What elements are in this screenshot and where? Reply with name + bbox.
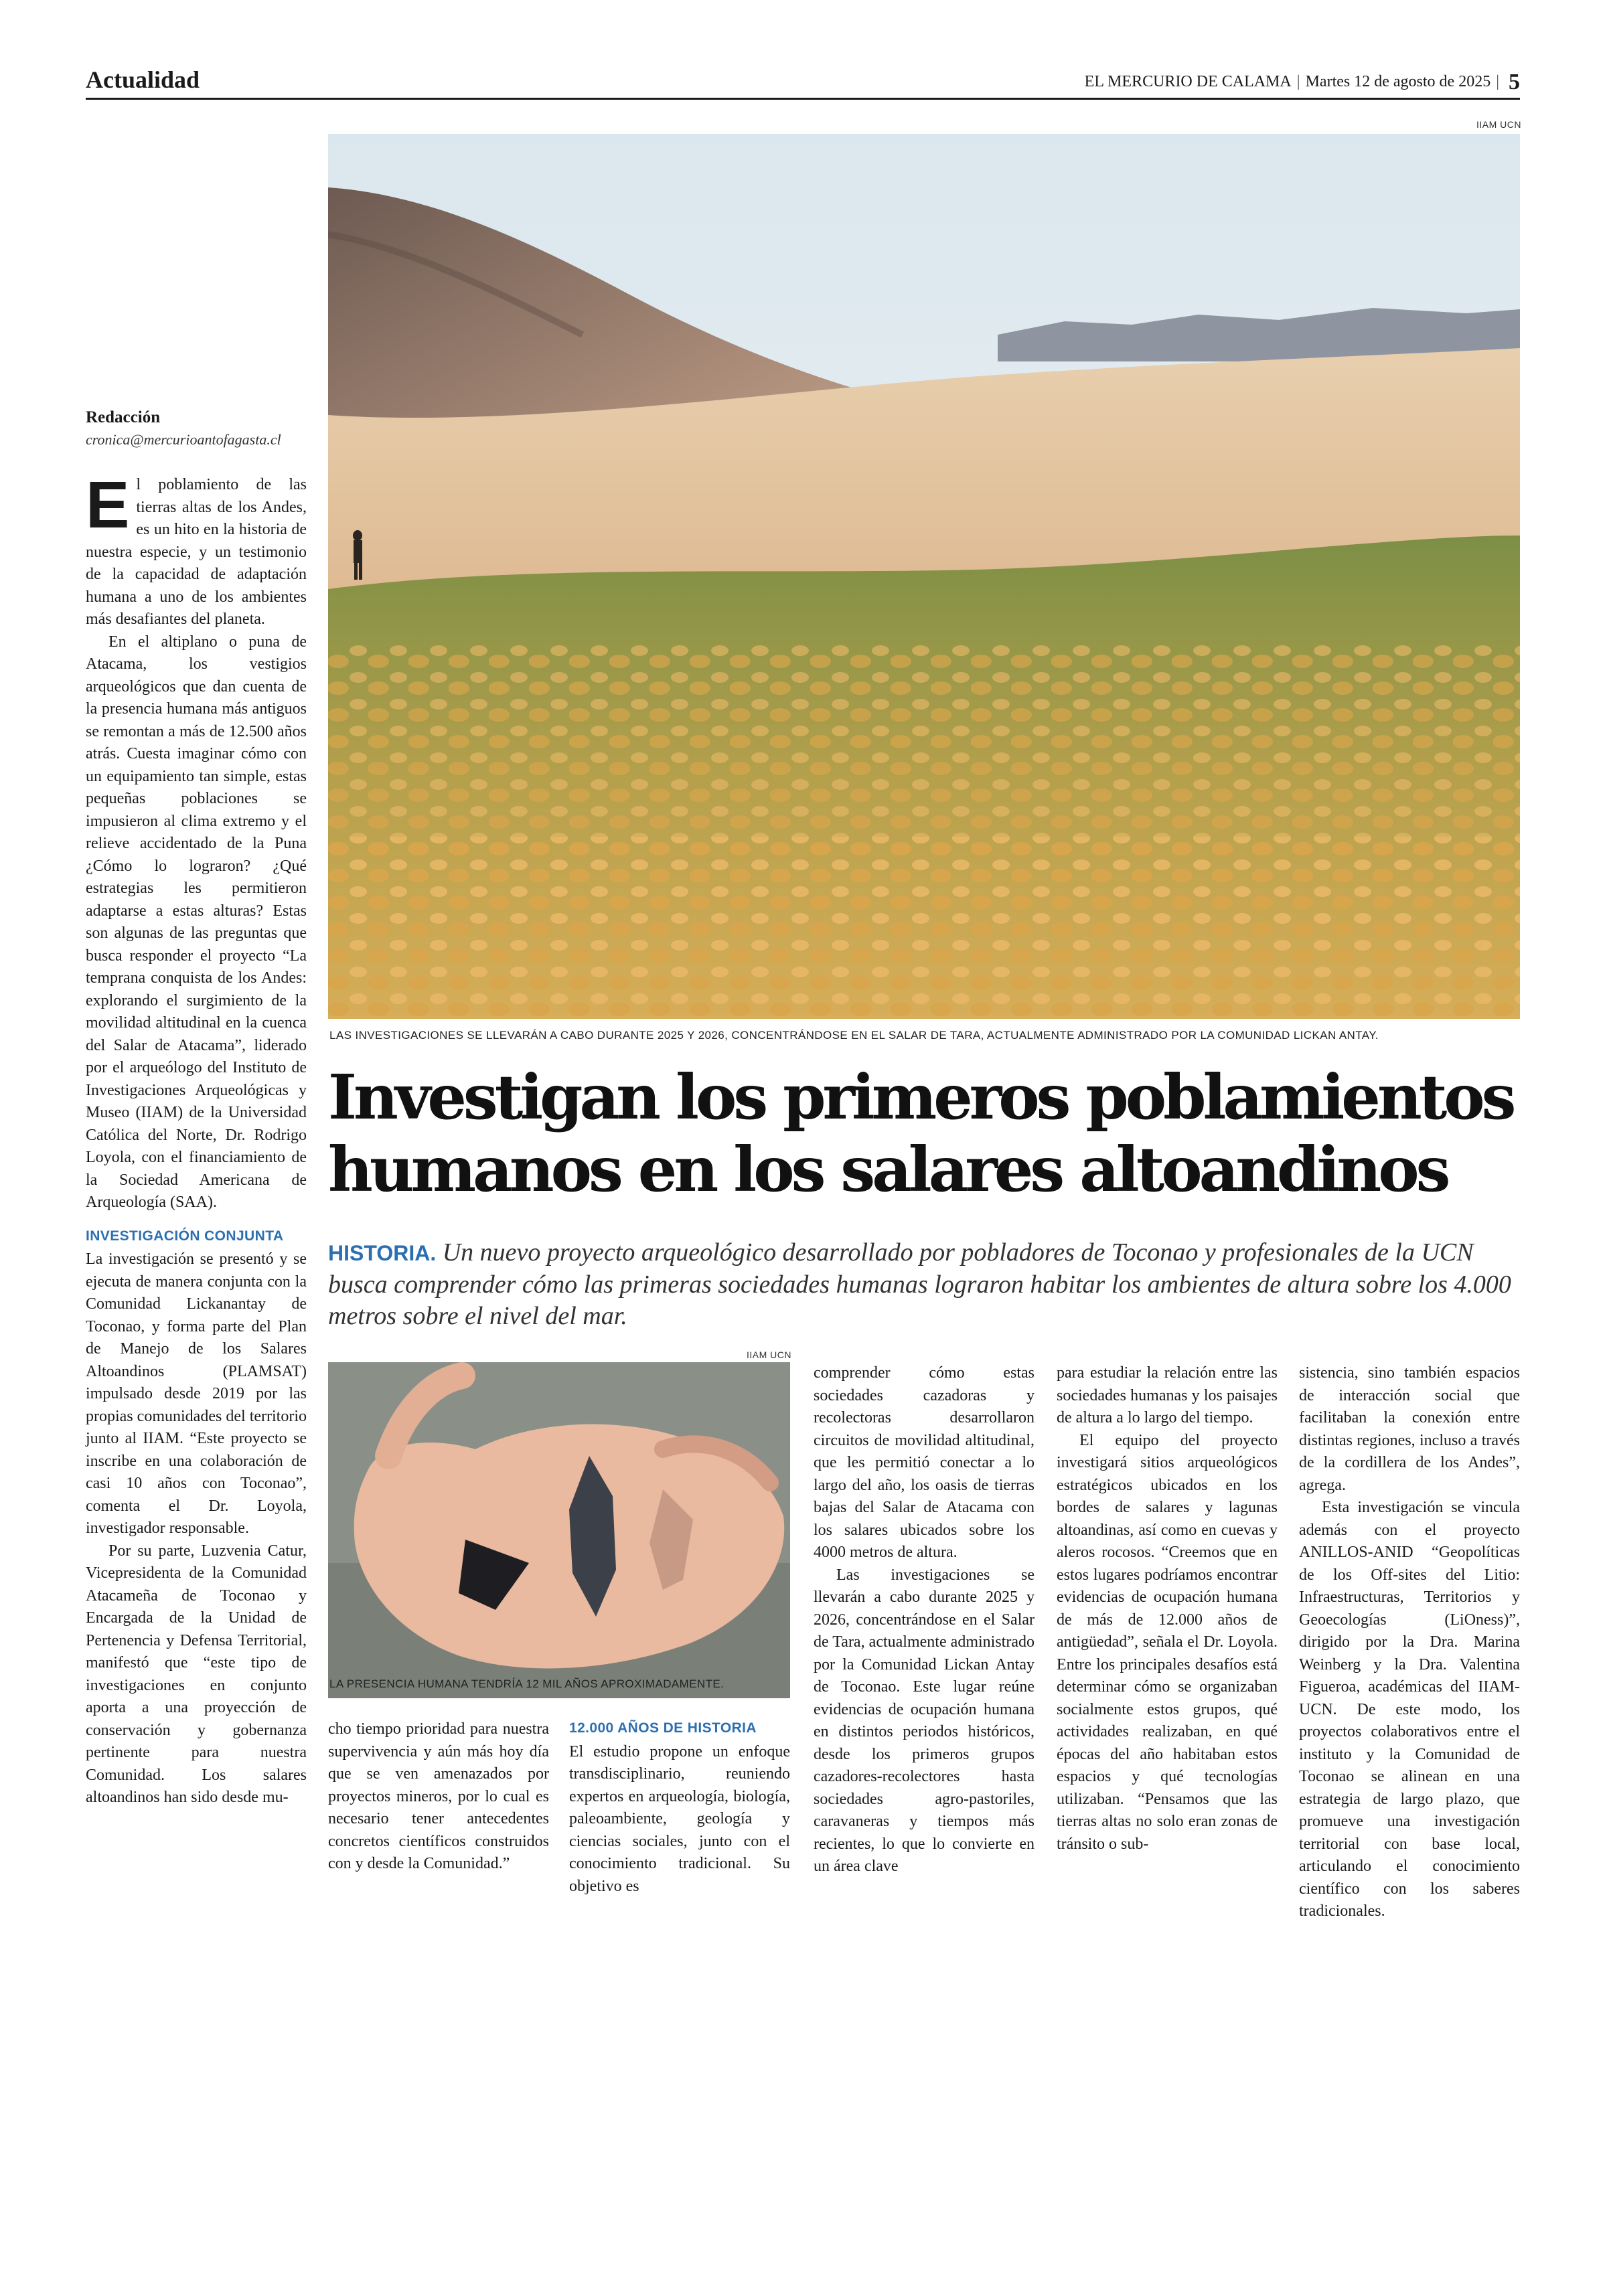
article-column-1 xyxy=(86,468,307,1913)
headline xyxy=(328,1061,1527,1206)
page-number: 5 xyxy=(1509,70,1520,94)
article-paragraph: El estudio propone un enfoque transdisciplinario, reuniendo expertos en arqueología, biología, paleoambiente, geología y ciencias sociales, junto con el conocimiento tradicional. Su objetivo es xyxy=(569,1742,790,1895)
article-paragraph: para estudiar la relación entre las sociedades humanas y los paisajes de altura a lo largo del tiempo. xyxy=(1057,1364,1278,1426)
byline xyxy=(86,408,313,448)
deck-text: Un nuevo proyecto arqueológico desarrollado por pobladores de Toconao y profesionales de la UCN busca comprender cómo las primeras sociedades humanas lograron habitar los ambientes de altura sobre los 4.000 metros sobre el nivel del mar. xyxy=(328,1238,1511,1330)
dropcap: E xyxy=(86,468,130,542)
small-photo-caption: LA PRESENCIA HUMANA TENDRÍA 12 MIL AÑOS APROXIMADAMENTE. xyxy=(329,1677,724,1690)
section-name: Actualidad xyxy=(86,66,200,93)
headline-line-2: humanos en los salares altoandinos xyxy=(328,1133,1448,1206)
article-paragraph: La investigación se presentó y se ejecuta de manera conjunta con la Comunidad Lickanantay de Toconao, y forma parte del Plan de Manejo de los Salares Altoandinos (PLAMSAT) impulsado desde 2019 por las propias comunidades del territorio junto al IIAM. “Este proyecto se inscribe en una colaboración de casi 10 años con Toconao”, comenta el Dr. Loyola, investigador responsable. xyxy=(86,1250,307,1537)
article-column-4 xyxy=(814,1362,1035,1951)
article-column-5 xyxy=(1057,1362,1278,1951)
page-header xyxy=(86,64,1520,100)
article-paragraph: El equipo del proyecto investigará sitios arqueológicos estratégicos ubicados en los bordes de salares y lagunas altoandinas, así como en cuevas y aleros rocosos. “Creemos que en estos lugares podríamos encontrar evidencias de ocupación humana de más de 12.000 años de antigüedad”, señala el Dr. Loyola. Entre los principales desafíos está determinar cómo se organizaban socialmente estos grupos, qué actividades realizaban, en qué épocas del año habitaban estos espacios y qué tecnologías utilizaban. “Pensamos que las tierras altas no solo eran zonas de tránsito o sub- xyxy=(1057,1431,1278,1853)
main-photo-credit: IIAM UCN xyxy=(1476,119,1521,130)
article-paragraph: Esta investigación se vincula además con el proyecto ANILLOS-ANID “Geopolíticas de los Off-sites del Litio: Infraestructuras, Territorios y Geoecologías (LiOness)”, dirigido por la Dra. Marina Weinberg y la Dra. Valentina Figueroa, académicas del IIAM-UCN. De este modo, los proyectos colaborativos entre el instituto y la Comunidad de Toconao se alinean en una estrategia de largo plazo, que promueve una investigación territorial con base local, articulando el conocimiento científico con los saberes tradicionales. xyxy=(1299,1499,1520,1920)
headline-line-1: Investigan los primeros poblamientos xyxy=(328,1061,1513,1133)
altiplano-landscape-image xyxy=(328,134,1520,1019)
article-paragraph: cho tiempo prioridad para nuestra supervivencia y aún más hoy día que se ven amenazados por proyectos mineros, por lo cual es necesario tener antecedentes concretos científicos construidos con y desde la Comunidad.” xyxy=(328,1720,549,1872)
subhead-investigacion-conjunta: INVESTIGACIÓN CONJUNTA xyxy=(86,1228,284,1244)
deck xyxy=(328,1237,1520,1332)
person-walking xyxy=(353,530,362,580)
article-paragraph: El poblamiento de las tierras altas de los Andes, es un hito en la historia de nuestra especie, y un testimonio de la capacidad de adaptación humana a uno de los ambientes más desafiantes del planeta. xyxy=(86,468,307,628)
deck-kicker: HISTORIA. xyxy=(328,1241,437,1265)
byline-author: Redacción xyxy=(86,408,161,426)
article-column-2 xyxy=(328,1718,549,1933)
main-photo xyxy=(328,134,1520,1019)
article-paragraph: Por su parte, Luzvenia Catur, Vicepresidenta de la Comunidad Atacameña de Toconao y Encargada de la Unidad de Pertenencia y Defensa Territorial, manifestó que “este tipo de investigaciones en conjunto aporta a una proyección de conservación y gobernanza pertinente para nuestra Comunidad. Los salares altoandinos han sido desde mu- xyxy=(86,1542,307,1806)
article-paragraph: En el altiplano o puna de Atacama, los vestigios arqueológicos que dan cuenta de la presencia humana más antiguos se remontan a más de 12.500 años atrás. Cuesta imaginar cómo con un equipamiento tan simple, estas pequeñas poblaciones se impusieron al clima extremo y el relieve accidentado de la Puna ¿Cómo lo lograron? ¿Qué estrategias les permitieron adaptarse a estas alturas? Estas son algunas de las preguntas que busca responder el proyecto “La temprana conquista de los Andes: explorando el surgimiento de la movilidad altitudinal en la cuenca del Salar de Atacama”, liderado por el arqueólogo del Instituto de Investigaciones Arqueológicas y Museo (IIAM) de la Universidad Católica del Norte, Dr. Rodrigo Loyola, con el financiamiento de la Sociedad Americana de Arqueología (SAA). xyxy=(86,633,307,1211)
small-photo-credit: IIAM UCN xyxy=(747,1349,791,1360)
stone-tools-in-hand-image xyxy=(328,1362,790,1698)
artifacts-photo xyxy=(328,1362,790,1698)
issue-date: Martes 12 de agosto de 2025 xyxy=(1305,73,1491,90)
subhead-12000-anos: 12.000 AÑOS DE HISTORIA xyxy=(569,1720,757,1736)
main-photo-caption: LAS INVESTIGACIONES SE LLEVARÁN A CABO DURANTE 2025 Y 2026, CONCENTRÁNDOSE EN EL SALAR DE TARA, ACTUALMENTE ADMINISTRADO POR LA COMUNIDAD LICKAN ANTAY. xyxy=(329,1029,1379,1042)
article-column-3 xyxy=(569,1717,790,1931)
article-column-6 xyxy=(1299,1362,1520,1951)
byline-email: cronica@mercurioantofagasta.cl xyxy=(86,431,281,448)
article-paragraph: comprender cómo estas sociedades cazadoras y recolectoras desarrollaron circuitos de movilidad altitudinal, que les permitió conectar a lo largo del año, los oasis de tierras bajas del Salar de Atacama con los salares ubicados sobre los 4000 metros de altura. xyxy=(814,1364,1035,1561)
article-paragraph: sistencia, sino también espacios de interacción social que facilitaban la conexión entre distintas regiones, incluso a través de la cordillera de los Andes”, agrega. xyxy=(1299,1364,1520,1494)
article-paragraph: Las investigaciones se llevarán a cabo durante 2025 y 2026, concentrándose en el Salar de Tara, actualmente administrado por la Comunidad Lickan Antay de Toconao. Este lugar reúne evidencias de ocupación humana en distintos periodos históricos, desde los primeros grupos cazadores-recolectores hasta sociedades agro-pastoriles, caravaneras y tiempos más recientes, lo que lo convierte en un área clave xyxy=(814,1566,1035,1875)
header-meta: EL MERCURIO DE CALAMA | Martes 12 de agosto de 2025 | 5 xyxy=(1084,70,1520,94)
publication-name: EL MERCURIO DE CALAMA xyxy=(1084,73,1292,90)
